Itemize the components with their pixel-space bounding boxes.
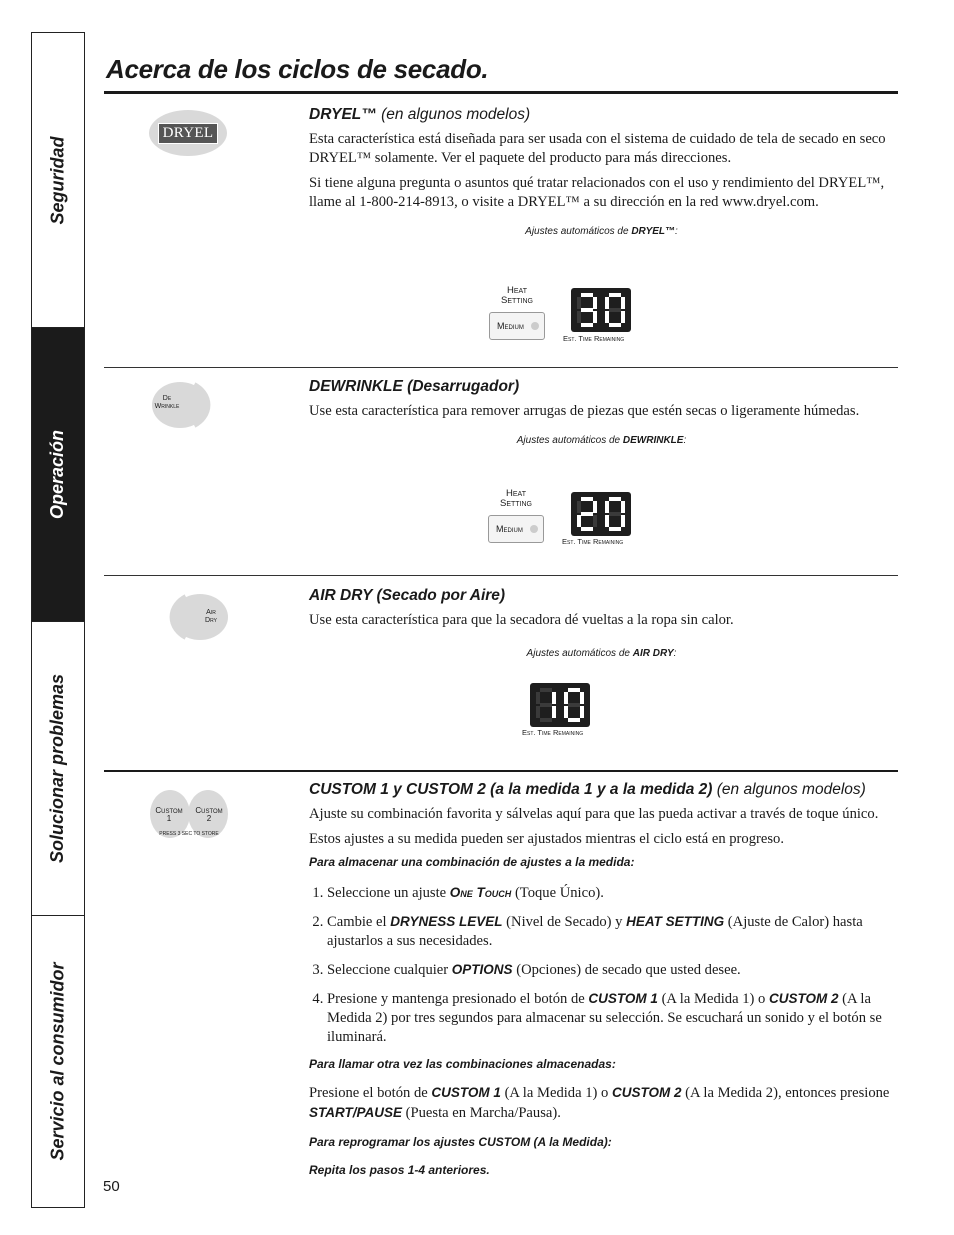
lcd-segment xyxy=(580,706,584,718)
lcd-segment xyxy=(568,688,580,692)
lcd-segment xyxy=(609,293,621,297)
lcd-segment xyxy=(577,515,581,527)
time-display xyxy=(530,683,590,727)
custom-2-label xyxy=(189,807,229,823)
label-line-2: Dry xyxy=(205,617,217,624)
lcd-segment xyxy=(581,497,593,501)
lcd-segment xyxy=(593,311,597,323)
tab-solucionar-problemas[interactable] xyxy=(32,622,84,916)
recall-key: CUSTOM 1 xyxy=(431,1085,501,1100)
heat-value: Medium xyxy=(497,321,524,331)
lcd-segment xyxy=(605,501,609,513)
dryel-paragraph-2: Si tiene alguna pregunta o asuntos qué tratar relacionados con el uso y rendimiento del DRYEL™, llame al 1-800-214-8913, o visite a DRYEL™ a su dirección en la red www.dryel.com. xyxy=(309,175,885,210)
dryel-heading-title: DRYEL™ xyxy=(309,106,377,123)
custom-2-number: 2 xyxy=(206,814,212,823)
caption-prefix: Ajustes automáticos de xyxy=(516,435,623,446)
est-time-label: Est. Time Remaining xyxy=(522,728,584,737)
lcd-segment xyxy=(621,311,625,323)
dewrinkle-caption xyxy=(309,435,894,446)
est-time-label: Est. Time Remaining xyxy=(563,334,625,343)
dryel-button-icon xyxy=(149,110,227,156)
lcd-segment xyxy=(593,501,597,513)
custom-heading-note: (en algunos modelos) xyxy=(716,781,866,798)
step-key: DRYNESS LEVEL xyxy=(390,914,503,929)
title-divider xyxy=(104,91,898,94)
lcd-segment xyxy=(609,497,621,501)
section-divider xyxy=(104,770,898,772)
step-key: One Touch xyxy=(449,885,512,900)
lcd-segment xyxy=(605,311,609,323)
lcd-segment xyxy=(581,512,593,516)
custom-2-text: Custom xyxy=(195,806,223,815)
dryel-heading xyxy=(309,106,894,124)
recall-text: (Puesta en Marcha/Pausa). xyxy=(402,1105,561,1121)
step-text: (Opciones) de secado que usted desee. xyxy=(512,962,741,978)
step-text: (Nivel de Secado) y xyxy=(502,914,627,930)
tab-servicio-al-consumidor[interactable] xyxy=(32,916,84,1207)
caption-prefix: Ajustes automáticos de xyxy=(526,648,633,659)
caption-suffix: : xyxy=(673,648,677,659)
caption-name: AIR DRY xyxy=(632,648,674,659)
indicator-light-icon xyxy=(530,525,538,533)
custom-heading xyxy=(309,781,894,799)
caption-name: DRYEL™ xyxy=(631,226,676,237)
heat-setting-label xyxy=(486,489,546,509)
recall-instructions-heading: Para llamar otra vez las combinaciones almacenadas: xyxy=(309,1057,616,1071)
air-dry-label xyxy=(196,609,226,625)
step-key: CUSTOM 2 xyxy=(768,991,839,1006)
heat-label-line-2: Setting xyxy=(499,498,532,509)
step-key: HEAT SETTING xyxy=(626,914,725,929)
heat-medium-button[interactable] xyxy=(488,515,544,543)
side-tab-bar xyxy=(31,32,85,1208)
lcd-segment xyxy=(536,692,540,704)
custom-1-text: Custom xyxy=(155,806,183,815)
lcd-segment xyxy=(581,293,593,297)
store-instructions-heading: Para almacenar una combinación de ajustes a la medida: xyxy=(309,855,635,869)
dewrinkle-heading: DEWRINKLE (Desarrugador) xyxy=(309,378,520,395)
lcd-segment xyxy=(581,323,593,327)
lcd-segment xyxy=(564,692,568,704)
section-divider xyxy=(104,575,898,576)
lcd-segment xyxy=(540,718,552,722)
tab-label: Seguridad xyxy=(47,135,68,225)
step-text: (Ajuste de Calor) hasta ajustarlos a sus necesidades. xyxy=(327,914,863,949)
recall-text: (A la Medida 1) o xyxy=(500,1085,612,1101)
air-dry-heading: AIR DRY (Secado por Aire) xyxy=(309,587,506,604)
lcd-segment xyxy=(581,308,593,312)
page-title: Acerca de los ciclos de secado. xyxy=(106,54,489,84)
tab-seguridad[interactable] xyxy=(32,33,84,328)
custom-paragraph-1: Ajuste su combinación favorita y sálvelas aquí para que las pueda activar a través de toque único. xyxy=(309,806,879,822)
lcd-segment xyxy=(577,501,581,513)
custom-buttons-icon xyxy=(149,788,229,842)
seven-segment-digits xyxy=(571,492,631,536)
label-line-2: Wrinkle xyxy=(154,403,180,410)
step-text: (A la Medida 2) por tres segundos para almacenar su selección. Se escuchará un sonido y el botón se iluminará. xyxy=(327,991,882,1045)
heat-label-line-1: Heat xyxy=(507,285,527,296)
label-line-1: De xyxy=(162,395,172,402)
lcd-segment xyxy=(568,703,580,707)
step-text: Presione y mantenga presionado el botón de xyxy=(327,991,589,1007)
lcd-segment xyxy=(577,297,581,309)
custom-heading-title: CUSTOM 1 y CUSTOM 2 (a la medida 1 y a la medida 2) xyxy=(309,781,713,798)
lcd-segment xyxy=(564,706,568,718)
seven-segment-digits xyxy=(571,288,631,332)
store-steps-list xyxy=(309,883,894,1047)
custom-1-number: 1 xyxy=(166,814,172,823)
label-line-1: Air xyxy=(206,609,216,616)
recall-key: CUSTOM 2 xyxy=(611,1085,682,1100)
lcd-segment xyxy=(609,527,621,531)
dryel-caption xyxy=(309,226,894,237)
lcd-segment xyxy=(580,692,584,704)
dewrinkle-label xyxy=(150,395,184,411)
tab-label: Solucionar problemas xyxy=(47,673,68,864)
step-4 xyxy=(327,989,894,1047)
lcd-segment xyxy=(621,297,625,309)
step-key: OPTIONS xyxy=(451,962,513,977)
custom-paragraph-2: Estos ajustes a su medida pueden ser ajustados mientras el ciclo está en progreso. xyxy=(309,831,784,847)
air-dry-button-icon xyxy=(152,592,230,642)
recall-text: (A la Medida 2), entonces presione xyxy=(681,1085,890,1101)
section-divider xyxy=(104,367,898,368)
heat-label-line-1: Heat xyxy=(506,488,526,499)
section-air-dry xyxy=(309,587,894,659)
recall-key: START/PAUSE xyxy=(309,1105,403,1120)
lcd-segment xyxy=(540,688,552,692)
time-display xyxy=(571,288,631,332)
step-text: Cambie el xyxy=(327,914,391,930)
lcd-segment xyxy=(536,706,540,718)
lcd-segment xyxy=(552,706,556,718)
lcd-segment xyxy=(609,323,621,327)
lcd-segment xyxy=(540,703,552,707)
lcd-segment xyxy=(577,311,581,323)
step-3 xyxy=(327,960,894,980)
heat-label-line-2: Setting xyxy=(500,295,533,306)
time-display xyxy=(571,492,631,536)
lcd-segment xyxy=(621,501,625,513)
lcd-segment xyxy=(593,515,597,527)
tab-label: Operación xyxy=(47,429,68,520)
repeat-steps-note: Repita los pasos 1-4 anteriores. xyxy=(309,1163,490,1177)
section-custom xyxy=(309,781,894,1187)
step-text: Seleccione cualquier xyxy=(327,962,452,978)
lcd-segment xyxy=(609,308,621,312)
step-2 xyxy=(327,912,894,951)
indicator-light-icon xyxy=(531,322,539,330)
step-key: CUSTOM 1 xyxy=(588,991,658,1006)
tab-operacion[interactable] xyxy=(32,328,84,622)
step-1 xyxy=(327,883,894,903)
lcd-segment xyxy=(605,297,609,309)
caption-name: DEWRINKLE xyxy=(622,435,684,446)
section-dryel xyxy=(309,106,894,237)
dryel-heading-note: (en algunos modelos) xyxy=(381,106,531,123)
tab-label: Servicio al consumidor xyxy=(47,962,68,1161)
lcd-segment xyxy=(581,527,593,531)
caption-prefix: Ajustes automáticos de xyxy=(525,226,632,237)
lcd-segment xyxy=(552,692,556,704)
lcd-segment xyxy=(605,515,609,527)
recall-paragraph xyxy=(309,1083,894,1123)
step-text: Seleccione un ajuste xyxy=(327,885,450,901)
press-to-store-label: PRESS 3 SEC TO STORE xyxy=(159,831,219,837)
heat-setting-label xyxy=(487,286,547,306)
caption-suffix: : xyxy=(675,226,678,237)
air-dry-paragraph-1: Use esta característica para que la secadora dé vueltas a la ropa sin calor. xyxy=(309,612,734,628)
dewrinkle-button-icon xyxy=(150,380,228,430)
lcd-segment xyxy=(609,512,621,516)
air-dry-caption xyxy=(309,648,894,659)
lcd-segment xyxy=(568,718,580,722)
heat-medium-button[interactable] xyxy=(489,312,545,340)
custom-1-label xyxy=(149,807,189,823)
dryel-paragraph-1: Esta característica está diseñada para ser usada con el sistema de cuidado de tela de secado en seco DRYEL™ solamente. Ver el paquete del producto para más direcciones. xyxy=(309,131,886,166)
page-number: 50 xyxy=(103,1178,120,1195)
est-time-label: Est. Time Remaining xyxy=(562,537,624,546)
section-dewrinkle xyxy=(309,378,894,446)
dryel-logo: DRYEL xyxy=(158,123,219,144)
reprogram-instructions-heading: Para reprogramar los ajustes CUSTOM (A la Medida): xyxy=(309,1135,612,1149)
step-text: (A la Medida 1) o xyxy=(657,991,769,1007)
recall-text: Presione el botón de xyxy=(309,1085,432,1101)
lcd-segment xyxy=(621,515,625,527)
lcd-segment xyxy=(593,297,597,309)
heat-value: Medium xyxy=(496,524,523,534)
seven-segment-digits xyxy=(530,683,590,727)
dewrinkle-paragraph-1: Use esta característica para remover arrugas de piezas que estén secas o ligeramente húmedas. xyxy=(309,403,860,419)
step-text: (Toque Único). xyxy=(511,885,604,901)
caption-suffix: : xyxy=(683,435,687,446)
